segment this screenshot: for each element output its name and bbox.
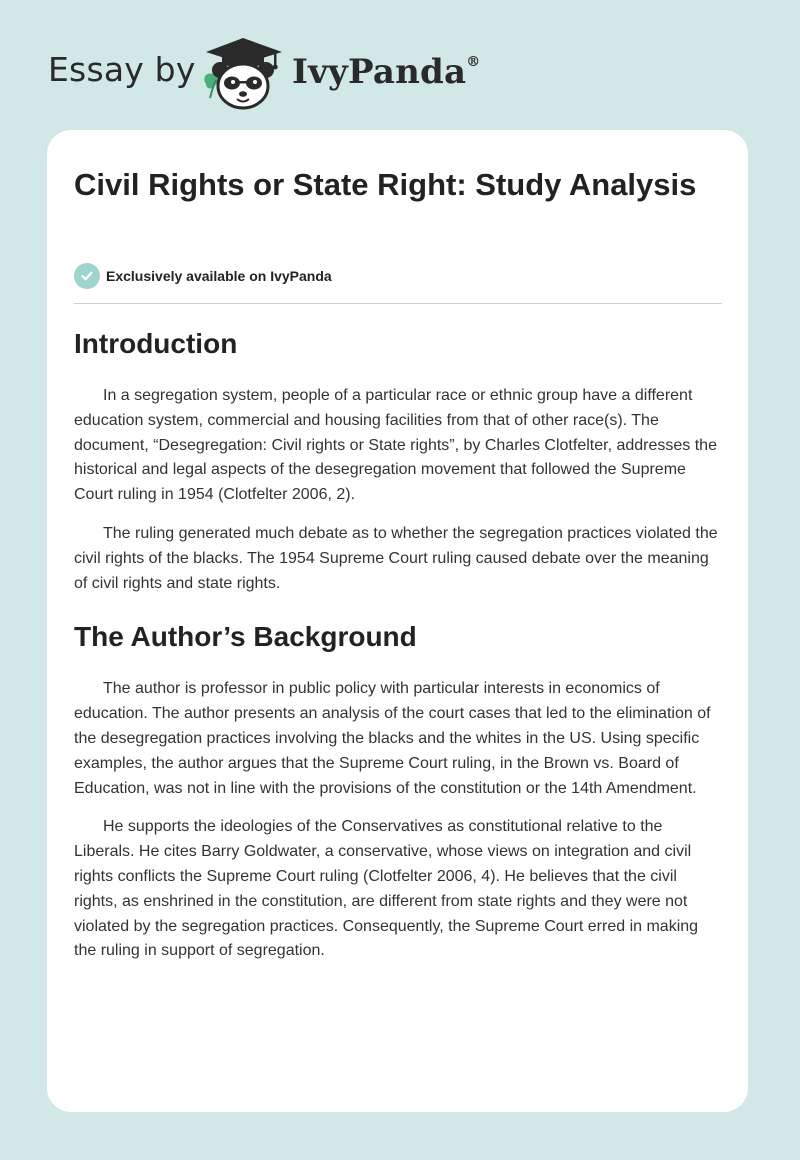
section-heading-authors-background: The Author’s Background — [74, 621, 417, 653]
exclusive-badge — [74, 263, 332, 289]
article-title: Civil Rights or State Right: Study Analysis — [74, 167, 697, 202]
essay-by-label: Essay by — [48, 50, 196, 89]
paragraph: The author is professor in public policy with particular interests in economics of education. The author presents an analysis of the court cases that led to the elimination of the desegregation practices involving the blacks and the whites in the US. Using specific examples, the author argues that the Supreme Court ruling, in the Brown vs. Board of Education, was not in line with the provisions of the constitution or the 14th Amendment. — [74, 680, 711, 797]
exclusive-badge-text: Exclusively available on IvyPanda — [106, 268, 332, 284]
paragraph: In a segregation system, people of a particular race or ethnic group have a different education system, commercial and housing facilities from that of other race(s). The document, “Desegregation: Civil rights or State rights”, by Charles Clotfelter, addresses the historical and legal aspects of the desegregation movement that followed the Supreme Court ruling in 1954 (Clotfelter 2006, 2). — [74, 387, 717, 504]
article-body — [74, 326, 724, 978]
section-heading-introduction: Introduction — [74, 328, 238, 359]
article-card — [47, 130, 748, 1112]
panda-graduate-icon[interactable] — [200, 36, 286, 112]
site-header — [48, 30, 748, 110]
paragraph: He supports the ideologies of the Conservatives as constitutional relative to the Liberals. He cites Barry Goldwater, a conservative, whose views on integration and civil rights conflicts the Supreme Court ruling (Clotfelter 2006, 4). He believes that the civil rights, as enshrined in the constitution, are different from state rights and they were not violated by the segregation practices. Consequently, the Supreme Court erred in making the ruling in support of segregation. — [74, 818, 699, 960]
check-circle-icon — [74, 263, 100, 289]
registered-mark: ® — [466, 54, 481, 70]
divider — [74, 303, 722, 304]
paragraph: The ruling generated much debate as to whether the segregation practices violated the civil rights of the blacks. The 1954 Supreme Court ruling caused debate over the meaning of civil rights and state rights. — [74, 524, 718, 592]
brand-name[interactable]: IvyPanda® — [292, 52, 481, 92]
